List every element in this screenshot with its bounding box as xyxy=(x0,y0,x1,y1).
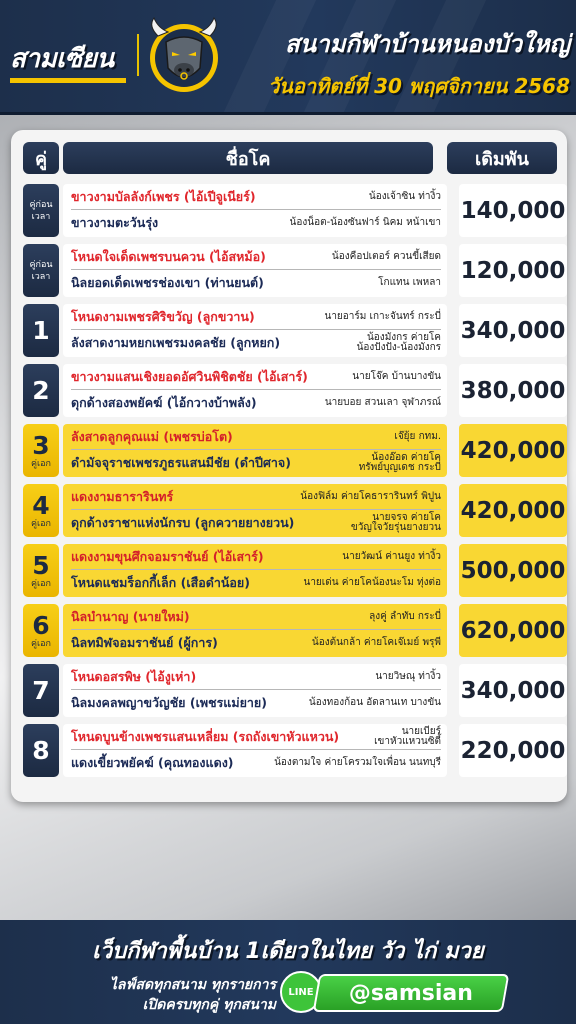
contender-blue xyxy=(71,511,441,535)
owner-name: นายวิษณุ ท่างิ้ว xyxy=(375,671,441,682)
bull-name: ลังสาดลูกคุณแม่ (เพชรบ่อโต) xyxy=(71,429,233,444)
pre-time-label: คู่ก่อน xyxy=(29,199,53,210)
owner-name: นายอาร์ม เกาะจันทร์ กระบี่ xyxy=(324,311,441,322)
contender-red xyxy=(71,665,441,690)
bet-amount: 620,000 xyxy=(459,604,567,657)
logo-divider xyxy=(137,34,139,76)
matchup-box xyxy=(63,424,447,477)
match-row xyxy=(21,184,566,237)
main-pair-tag: คู่เอก xyxy=(31,518,51,529)
match-row xyxy=(21,364,566,417)
pre-time-label: เวลา xyxy=(31,271,51,282)
bull-name: ดำมัจจุราชเพชรภูธรแสนมีชัย (ดำปีศาจ) xyxy=(71,455,291,470)
matchup-box xyxy=(63,664,447,717)
owner-name: นายวัฒน์ ค่านยูง ท่างิ้ว xyxy=(342,551,441,562)
bull-name: โหนดบูนข้างเพชรแสนเหลี่ยม (รถถังเขาหัวแหวน) xyxy=(71,729,340,744)
bull-name: นิลมงคลพญาขวัญชัย (เพชรแม่ยาย) xyxy=(71,695,267,710)
owner-name: น้องมังกร ค่ายโค น้องปังปัง-น้องมังกร xyxy=(356,332,441,353)
bet-amount: 140,000 xyxy=(459,184,567,237)
contender-red xyxy=(71,365,441,390)
contender-blue xyxy=(71,331,441,355)
footer-subline-1: ไลฟ์สดทุกสนาม ทุกรายการ xyxy=(109,977,276,993)
matchup-box xyxy=(63,484,447,537)
owner-name: โกแทน เพหลา xyxy=(378,277,441,288)
match-row xyxy=(21,604,566,657)
owner-name: น้องน็อต-น้องซันฟาร์ นิคม หน้าเขา xyxy=(289,217,441,228)
bull-name: โหนดอสรพิษ (ไอ้งูเห่า) xyxy=(71,669,197,684)
bull-name: ขาวงามตะวันรุ่ง xyxy=(71,215,159,230)
bull-name: โหนดใจเด็ดเพชรบนควน (ไอ้สหม้อ) xyxy=(71,249,266,264)
pair-number-value: 4 xyxy=(32,490,50,520)
owner-name: นายเด่น ค่ายโคน้องนะโม ทุ่งต่อ xyxy=(303,577,441,588)
bull-name: โหนดงามเพชรศิริขวัญ (ลูกขวาน) xyxy=(71,309,255,324)
bet-amount: 500,000 xyxy=(459,544,567,597)
matchup-box xyxy=(63,604,447,657)
bull-name: แดงงามขุนศึกจอมราชันย์ (ไอ้เสาร์) xyxy=(71,549,264,564)
owner-name: น้องคือปเตอร์ ควนขี้เสียด xyxy=(331,251,441,262)
contender-blue xyxy=(71,451,441,475)
bull-name: ลังสาดงามหยกเพชรมงคลชัย (ลูกหยก) xyxy=(71,335,281,350)
owner-name: น้องฟิล์ม ค่ายโคธารารินทร์ พิปูน xyxy=(300,491,441,502)
pair-number xyxy=(23,544,59,597)
main-pair-tag: คู่เอก xyxy=(31,578,51,589)
contender-red xyxy=(71,185,441,210)
owner-name: นายเบียร์ เขาหัวแหวนซิตี้ xyxy=(374,726,441,747)
bet-amount: 420,000 xyxy=(459,484,567,537)
logo-underline xyxy=(10,78,126,83)
bet-amount: 420,000 xyxy=(459,424,567,477)
bet-amount: 120,000 xyxy=(459,244,567,297)
match-table xyxy=(11,130,567,802)
owner-name: นายจรจ ค่ายโค ขวัญใจวัยรุ่นยางยวน xyxy=(350,512,441,533)
pre-time-label: เวลา xyxy=(31,211,51,222)
pair-number-value: 2 xyxy=(32,375,50,405)
matchup-box xyxy=(63,184,447,237)
main-pair-tag: คู่เอก xyxy=(31,638,51,649)
contender-red xyxy=(71,605,441,630)
bull-name: ดุกด้างสองพยัคฆ์ (ไอ้กวางบ้าพลัง) xyxy=(71,395,257,410)
matchup-box xyxy=(63,724,447,777)
contender-blue xyxy=(71,271,441,295)
contender-blue xyxy=(71,751,441,775)
line-handle-button[interactable] xyxy=(313,974,510,1012)
match-row xyxy=(21,664,566,717)
bull-mascot-icon xyxy=(144,14,224,94)
matchup-box xyxy=(63,364,447,417)
contender-red xyxy=(71,425,441,450)
owner-name: ลุงคู่ ลำทับ กระบี่ xyxy=(369,611,441,622)
owner-name: นายบอย สวนเลา จุฬาภรณ์ xyxy=(324,397,441,408)
column-header-name: ชื่อโค xyxy=(63,142,433,174)
owner-name: เจ๊ยุ้ย กทม. xyxy=(394,431,441,442)
bet-amount: 340,000 xyxy=(459,304,567,357)
contender-red xyxy=(71,245,441,270)
pair-number xyxy=(23,304,59,357)
contender-blue xyxy=(71,571,441,595)
pair-number xyxy=(23,364,59,417)
pair-number-value: 8 xyxy=(32,735,50,765)
bull-name: นิลยอดเด็ดเพชรช่องเขา (ท่านยนต์) xyxy=(71,275,264,290)
contender-blue xyxy=(71,691,441,715)
contender-red xyxy=(71,725,441,750)
owner-name: น้องต้นกล้า ค่ายโคเจ๊เมย์ พรุพี xyxy=(311,637,441,648)
pair-number-value: 1 xyxy=(32,315,50,345)
pair-number-value: 7 xyxy=(32,675,50,705)
owner-name: น้องอ๊อด ค่ายโค ทรัพย์บุญเดช กระบี่ xyxy=(358,452,441,473)
column-header-pair: คู่ xyxy=(23,142,59,174)
bull-name: นิลทมิฬจอมราชันย์ (ผู้การ) xyxy=(71,635,218,650)
column-header-bet: เดิมพัน xyxy=(447,142,557,174)
contender-red xyxy=(71,305,441,330)
match-row xyxy=(21,484,566,537)
stadium-title: สนามกีฬาบ้านหนองบัวใหญ่ xyxy=(285,30,570,58)
matchup-box xyxy=(63,544,447,597)
contender-blue xyxy=(71,211,441,235)
match-row xyxy=(21,724,566,777)
match-row xyxy=(21,244,566,297)
matchup-box xyxy=(63,244,447,297)
bet-amount: 220,000 xyxy=(459,724,567,777)
pair-number xyxy=(23,244,59,297)
line-app-icon[interactable]: LINE xyxy=(280,971,322,1013)
contender-blue xyxy=(71,631,441,655)
bull-name: ขาวงามบัลลังก์เพชร (ไอ้เปีจูเนียร์) xyxy=(71,189,256,204)
contender-red xyxy=(71,485,441,510)
owner-name: น้องเจ้าซิน ท่างิ้ว xyxy=(368,191,441,202)
bull-name: นิลบำนาญ (นายใหม่) xyxy=(71,609,190,624)
match-row xyxy=(21,304,566,357)
bull-name: ดุกด้างราชาแห่งนักรบ (ลูกควายยางยวน) xyxy=(71,515,295,530)
owner-name: น้องตามใจ ค่ายโครวมใจเพื่อน นนทบุรี xyxy=(274,757,441,768)
pre-time-label: คู่ก่อน xyxy=(29,259,53,270)
contender-red xyxy=(71,545,441,570)
bull-name: ขาวงามแสนเชิงยอดอัศวินพิชิตชัย (ไอ้เสาร์) xyxy=(71,369,308,384)
brand-logo xyxy=(10,38,114,79)
pair-number xyxy=(23,424,59,477)
line-handle-text: @samsian xyxy=(348,980,473,1006)
main-pair-tag: คู่เอก xyxy=(31,458,51,469)
pair-number xyxy=(23,664,59,717)
match-row xyxy=(21,544,566,597)
pair-number xyxy=(23,604,59,657)
bull-name: แดงงามธารารินทร์ xyxy=(71,489,174,504)
owner-name: นายโจ๊ค บ้านบางขัน xyxy=(352,371,441,382)
bet-amount: 340,000 xyxy=(459,664,567,717)
pair-number-value: 3 xyxy=(32,430,50,460)
event-date: วันอาทิตย์ที่ 30 พฤศจิกายน 2568 xyxy=(267,74,570,98)
brand-logo-text: สามเซียน xyxy=(10,44,114,74)
bull-name: โหนดแชมร็อกกี้เล็ก (เสือดำน้อย) xyxy=(71,575,250,590)
owner-name: น้องทองก้อน อัดลานเท บางขัน xyxy=(308,697,441,708)
footer-subline-2: เปิดครบทุกคู่ ทุกสนาม xyxy=(142,997,276,1013)
pair-number-value: 6 xyxy=(32,610,50,640)
pair-number xyxy=(23,484,59,537)
matchup-box xyxy=(63,304,447,357)
pair-number xyxy=(23,184,59,237)
match-row xyxy=(21,424,566,477)
footer-slogan: เว็บกีฬาพื้นบ้าน 1เดียวในไทย วัว ไก่ มวย xyxy=(92,939,484,964)
bet-amount: 380,000 xyxy=(459,364,567,417)
pair-number xyxy=(23,724,59,777)
contender-blue xyxy=(71,391,441,415)
header-banner xyxy=(0,0,576,115)
bull-name: แดงเขี้ยวพยัคฆ์ (คุณทองแดง) xyxy=(71,755,234,770)
pair-number-value: 5 xyxy=(32,550,50,580)
